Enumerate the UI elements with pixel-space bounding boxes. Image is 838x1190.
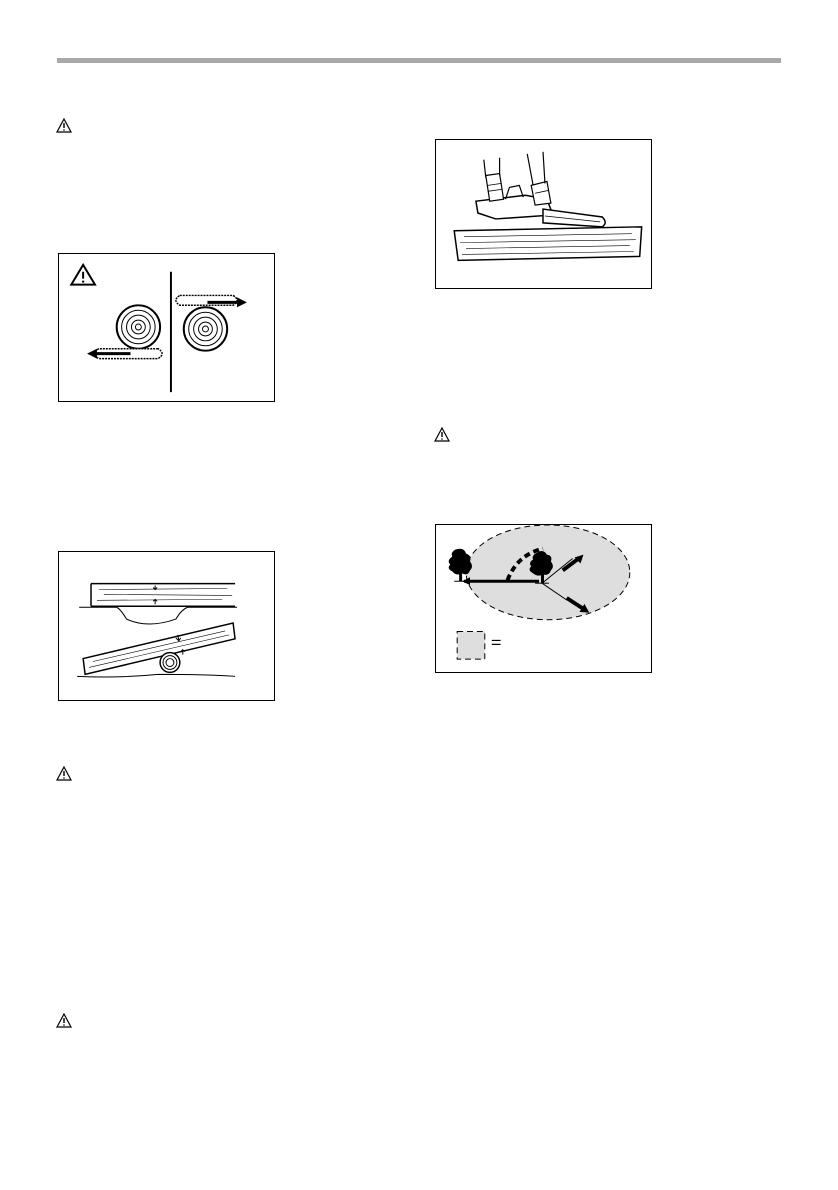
figure-sawing-log	[435, 139, 652, 289]
warning-triangle-icon	[71, 265, 95, 285]
log-supported-ends	[79, 584, 237, 624]
legend-swatch	[457, 632, 500, 660]
chain-bar-left	[87, 349, 162, 359]
log-end-left	[117, 305, 160, 348]
figure-felling-zone	[435, 524, 652, 673]
chain-bar-right	[176, 295, 247, 307]
warning-triangle-icon	[56, 766, 72, 781]
warning-triangle-icon	[56, 1013, 72, 1028]
figure-chain-direction	[58, 253, 275, 402]
figure-log-stress	[58, 551, 275, 701]
warning-triangle-icon	[434, 427, 450, 442]
header-rule	[57, 58, 781, 63]
log-on-roller	[77, 623, 235, 677]
hand-left	[484, 158, 504, 201]
log-body	[454, 227, 641, 261]
warning-triangle-icon	[56, 118, 72, 133]
log-end-right	[184, 307, 227, 350]
